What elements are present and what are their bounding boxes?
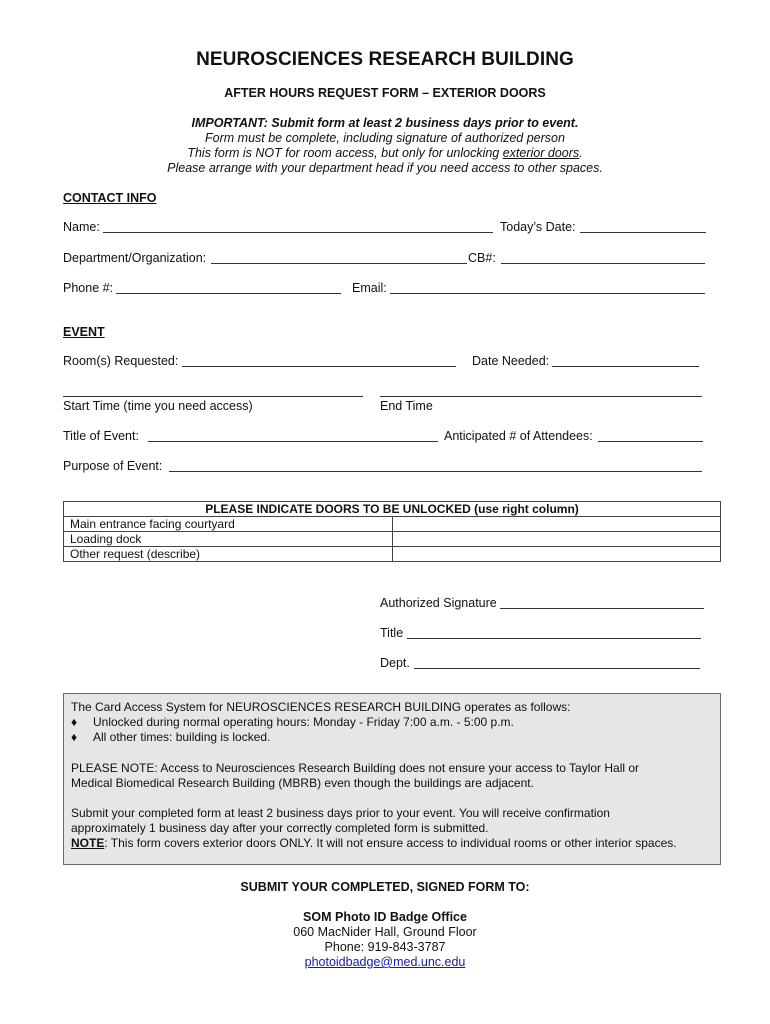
card-access-notice: [63, 693, 721, 865]
email-field[interactable]: [390, 282, 705, 294]
todays-date-field[interactable]: [580, 221, 706, 233]
end-time-field[interactable]: [380, 385, 702, 397]
attendees-field[interactable]: [598, 430, 703, 442]
start-time-field[interactable]: [63, 385, 363, 397]
authorized-signature-label: Authorized Signature: [380, 596, 497, 610]
name-label: Name:: [63, 220, 100, 234]
department-field[interactable]: [211, 252, 467, 264]
signature-title-field[interactable]: [407, 627, 701, 639]
please-note-line2: Medical Biomedical Research Building (MBRB) even though the buildings are adjacent.: [71, 776, 534, 790]
todays-date-label: Today’s Date:: [500, 220, 576, 234]
table-row: [64, 532, 721, 547]
door-select-main-entrance[interactable]: [393, 517, 721, 532]
door-label-loading-dock: Loading dock: [64, 532, 393, 547]
event-heading: EVENT: [63, 325, 105, 339]
office-address: 060 MacNider Hall, Ground Floor: [293, 925, 477, 939]
table-row: [64, 547, 721, 562]
start-time-label: Start Time (time you need access): [63, 399, 253, 413]
note-text: : This form covers exterior doors ONLY. It will not ensure access to individual rooms or other interior spaces.: [104, 836, 677, 850]
access-note: [0, 146, 770, 160]
cb-field[interactable]: [501, 252, 705, 264]
door-select-other-request[interactable]: [393, 547, 721, 562]
form-title: NEUROSCIENCES RESEARCH BUILDING: [196, 49, 574, 70]
signature-title-label: Title: [380, 626, 404, 640]
doors-table: [63, 501, 721, 562]
diamond-bullet-icon: ♦: [71, 715, 78, 729]
notice-bullet-locked-text: All other times: building is locked.: [93, 730, 271, 744]
office-email-row: [0, 955, 770, 969]
purpose-field[interactable]: [169, 460, 702, 472]
arrange-note: Please arrange with your department head if you need access to other spaces.: [167, 161, 603, 175]
access-note-text: This form is NOT for room access, but only for unlocking: [187, 146, 503, 160]
notice-bullet-hours: [71, 715, 514, 730]
submit-heading: SUBMIT YOUR COMPLETED, SIGNED FORM TO:: [240, 880, 530, 894]
attendees-label: Anticipated # of Attendees:: [444, 429, 593, 443]
exterior-doors-text: exterior doors: [502, 146, 580, 160]
phone-field[interactable]: [116, 282, 341, 294]
name-field[interactable]: [103, 221, 493, 233]
phone-label: Phone #:: [63, 281, 114, 295]
exterior-only-note: [71, 836, 677, 851]
doors-table-header: PLEASE INDICATE DOORS TO BE UNLOCKED (use right column): [64, 502, 721, 517]
door-label-main-entrance: Main entrance facing courtyard: [64, 517, 393, 532]
contact-info-heading: CONTACT INFO: [63, 191, 157, 205]
notice-bullet-hours-text: Unlocked during normal operating hours: Monday - Friday 7:00 a.m. - 5:00 p.m.: [93, 715, 514, 729]
door-select-loading-dock[interactable]: [393, 532, 721, 547]
office-name: SOM Photo ID Badge Office: [303, 910, 467, 924]
door-label-other-request: Other request (describe): [64, 547, 393, 562]
diamond-bullet-icon: ♦: [71, 730, 78, 744]
submit-note-line2: approximately 1 business day after your correctly completed form is submitted.: [71, 821, 489, 835]
signature-dept-field[interactable]: [414, 657, 700, 669]
please-note-line1: PLEASE NOTE: Access to Neurosciences Research Building does not ensure your access to Taylor Hall or: [71, 761, 640, 775]
completion-note: Form must be complete, including signature of authorized person: [205, 131, 565, 145]
purpose-label: Purpose of Event:: [63, 459, 163, 473]
event-title-field[interactable]: [148, 430, 438, 442]
signature-dept-label: Dept.: [380, 656, 410, 670]
access-note-end: .: [579, 146, 583, 160]
email-label: Email:: [352, 281, 387, 295]
table-row: [64, 517, 721, 532]
rooms-field[interactable]: [182, 355, 456, 367]
rooms-label: Room(s) Requested:: [63, 354, 179, 368]
cb-label: CB#:: [468, 251, 496, 265]
form-subtitle: AFTER HOURS REQUEST FORM – EXTERIOR DOORS: [224, 86, 546, 100]
notice-intro: The Card Access System for NEUROSCIENCES RESEARCH BUILDING operates as follows:: [71, 700, 571, 714]
submit-note-line1: Submit your completed form at least 2 business days prior to your event. You will receive confirmation: [71, 806, 610, 820]
office-phone: Phone: 919-843-3787: [324, 940, 446, 954]
office-email-link[interactable]: photoidbadge@med.unc.edu: [304, 955, 466, 969]
event-title-label: Title of Event:: [63, 429, 139, 443]
note-label: NOTE: [71, 836, 105, 850]
department-label: Department/Organization:: [63, 251, 207, 265]
end-time-label: End Time: [380, 399, 433, 413]
authorized-signature-field[interactable]: [500, 597, 704, 609]
important-notice: IMPORTANT: Submit form at least 2 business days prior to event.: [191, 116, 579, 130]
date-needed-label: Date Needed:: [472, 354, 550, 368]
notice-bullet-locked: [71, 730, 270, 745]
date-needed-field[interactable]: [552, 355, 699, 367]
